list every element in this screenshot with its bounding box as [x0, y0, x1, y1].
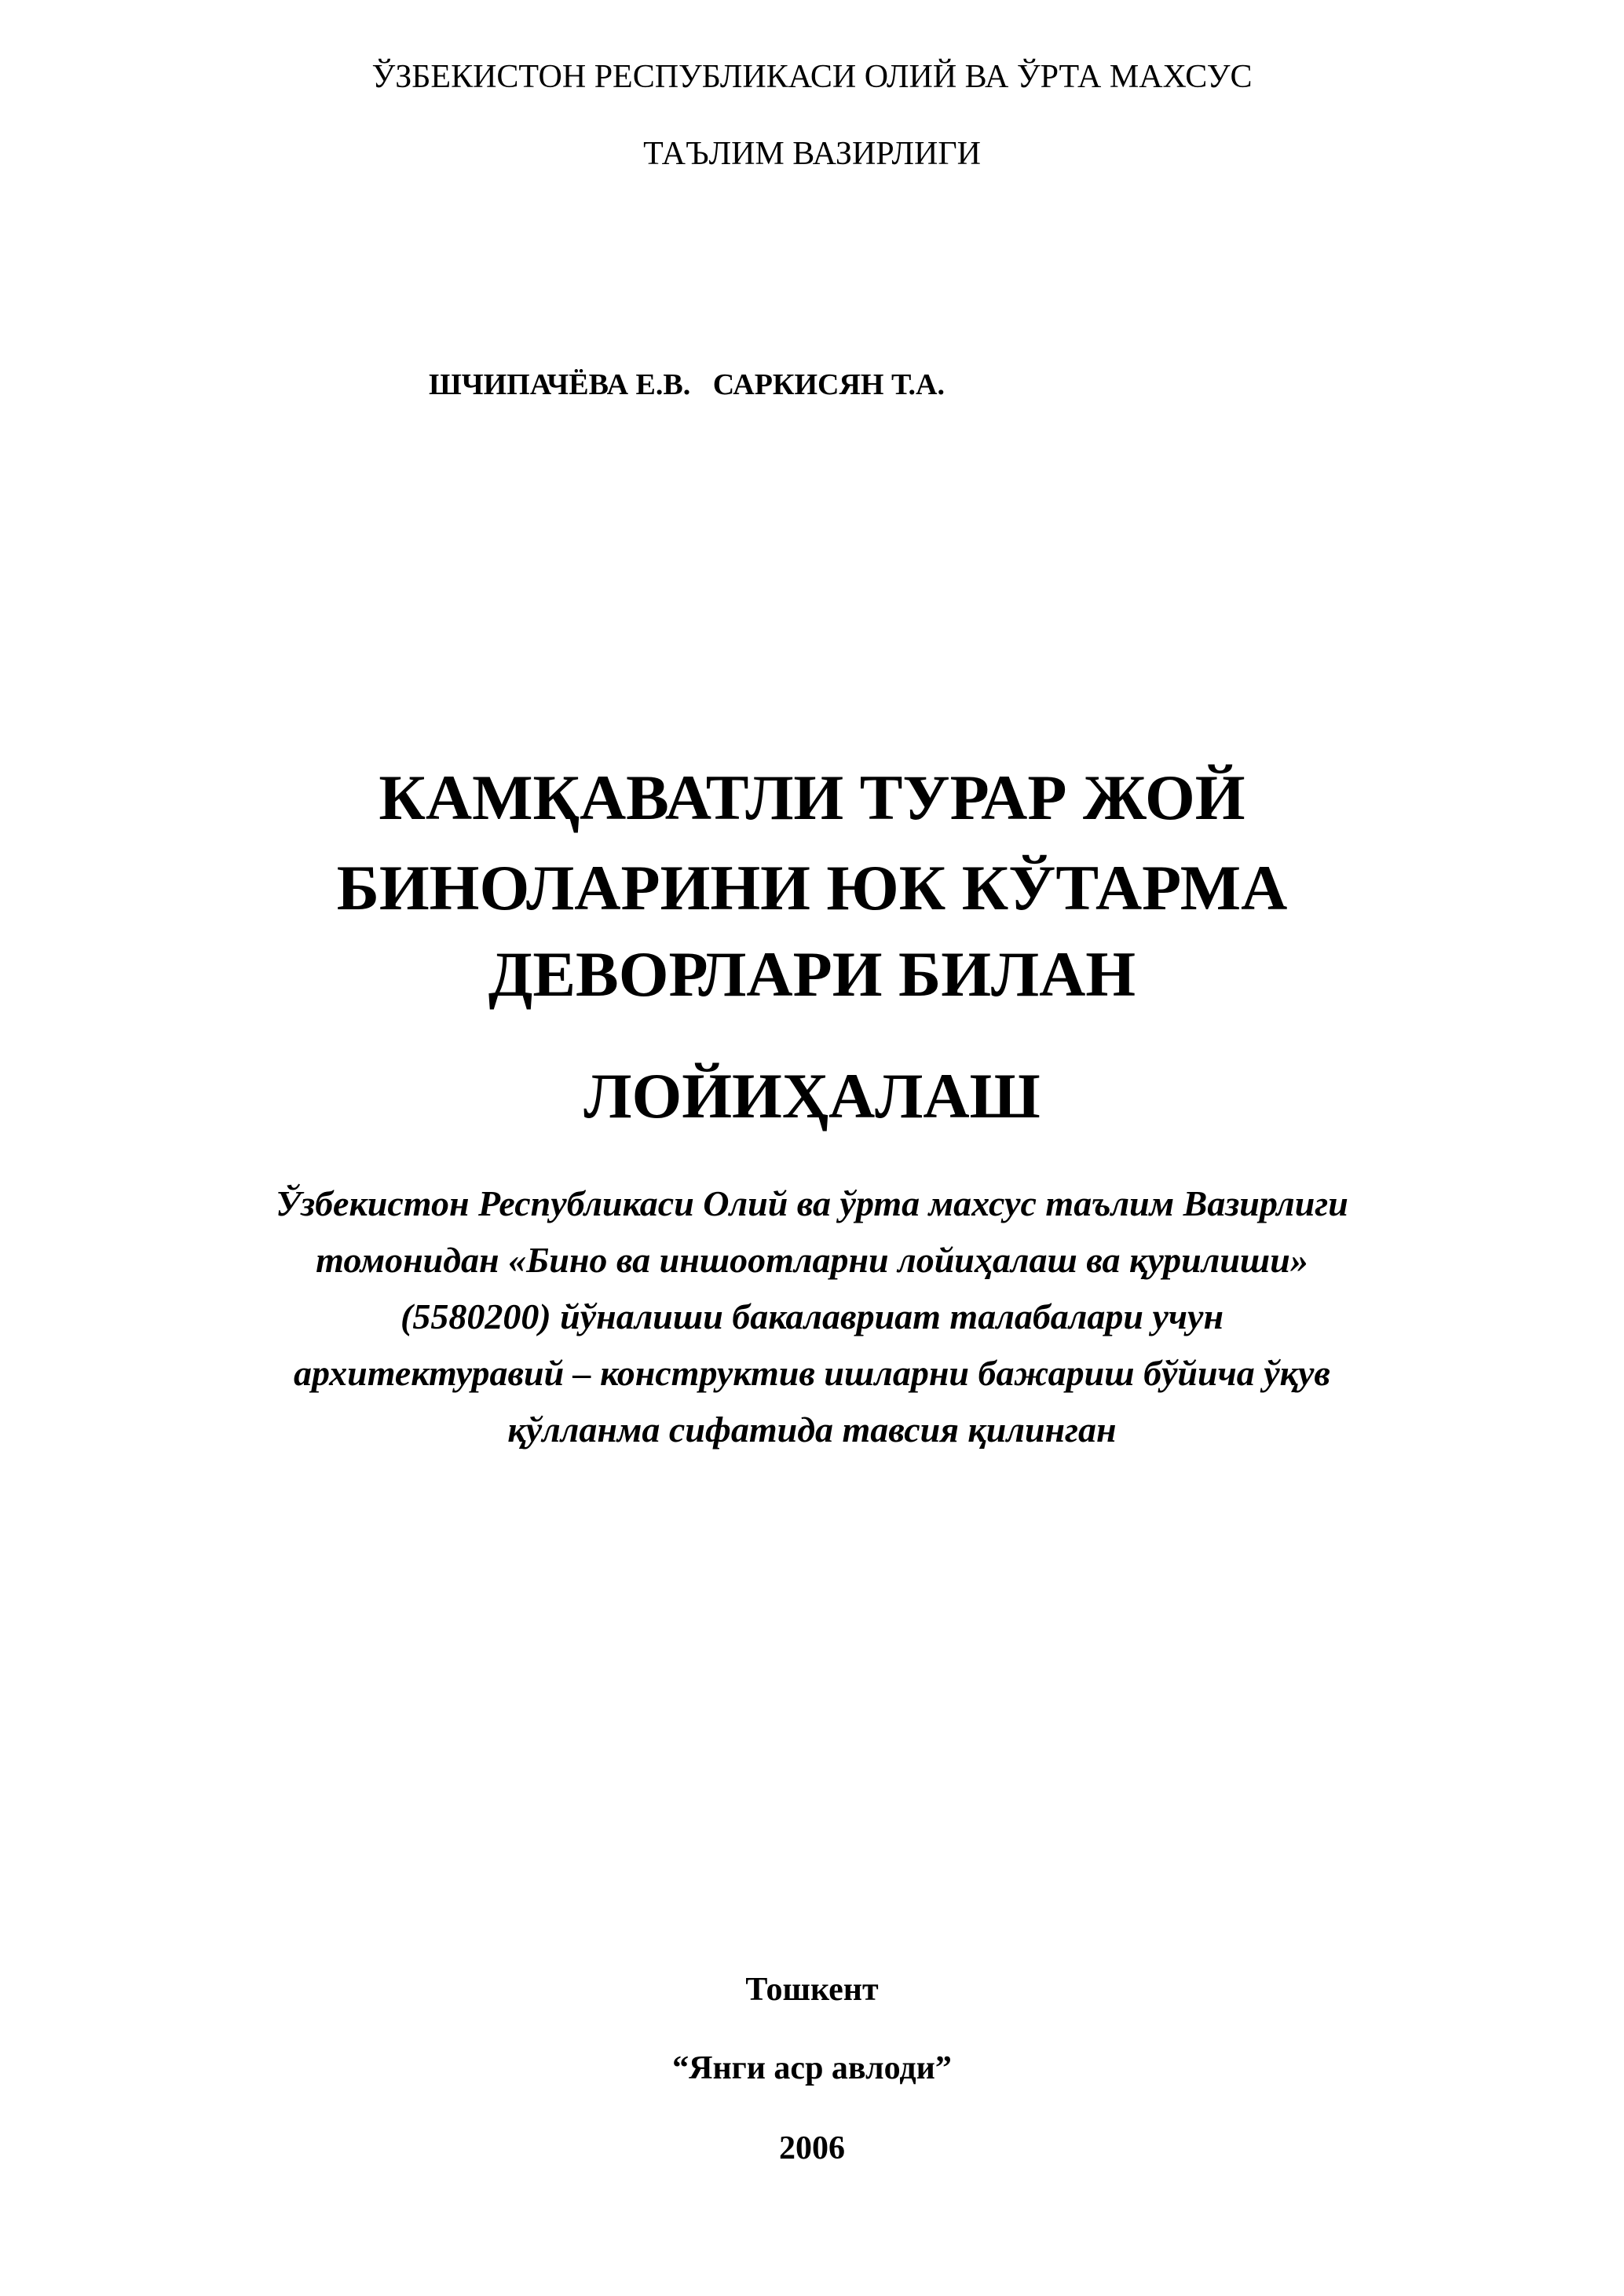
subtitle-line-2: томонидан «Бино ва иншоотларни лойиҳалаш ва қурилиши» — [316, 1240, 1308, 1280]
ministry-name-line-2: ТАЪЛИМ ВАЗИРЛИГИ — [643, 136, 981, 172]
authors: ШЧИПАЧЁВА Е.В. САРКИСЯН Т.А. — [429, 368, 945, 401]
subtitle-line-5: қўлланма сифатида тавсия қилинган — [507, 1409, 1117, 1450]
subtitle-line-4: архитектуравий – конструктив ишларни бажариш бўйича ўқув — [294, 1353, 1330, 1393]
subtitle-line-1: Ўзбекистон Республикаси Олий ва ўрта махсус таълим Вазирлиги — [276, 1183, 1348, 1223]
imprint-publisher: “Янги аср авлоди” — [672, 2050, 952, 2086]
book-title-line-1: КАМҚАВАТЛИ ТУРАР ЖОЙ — [379, 762, 1245, 833]
book-title-line-2: БИНОЛАРИНИ ЮК КЎТАРМА — [336, 852, 1288, 923]
imprint-year: 2006 — [779, 2130, 845, 2166]
imprint-city: Тошкент — [745, 1972, 879, 2008]
book-title-line-4: ЛОЙИҲАЛАШ — [583, 1060, 1041, 1132]
book-title-line-3: ДЕВОРЛАРИ БИЛАН — [488, 938, 1136, 1010]
ministry-name-line-1: ЎЗБЕКИСТОН РЕСПУБЛИКАСИ ОЛИЙ ВА ЎРТА МАХСУС — [371, 59, 1253, 95]
subtitle-line-3: (5580200) йўналиши бакалавриат талабалари учун — [401, 1296, 1223, 1336]
